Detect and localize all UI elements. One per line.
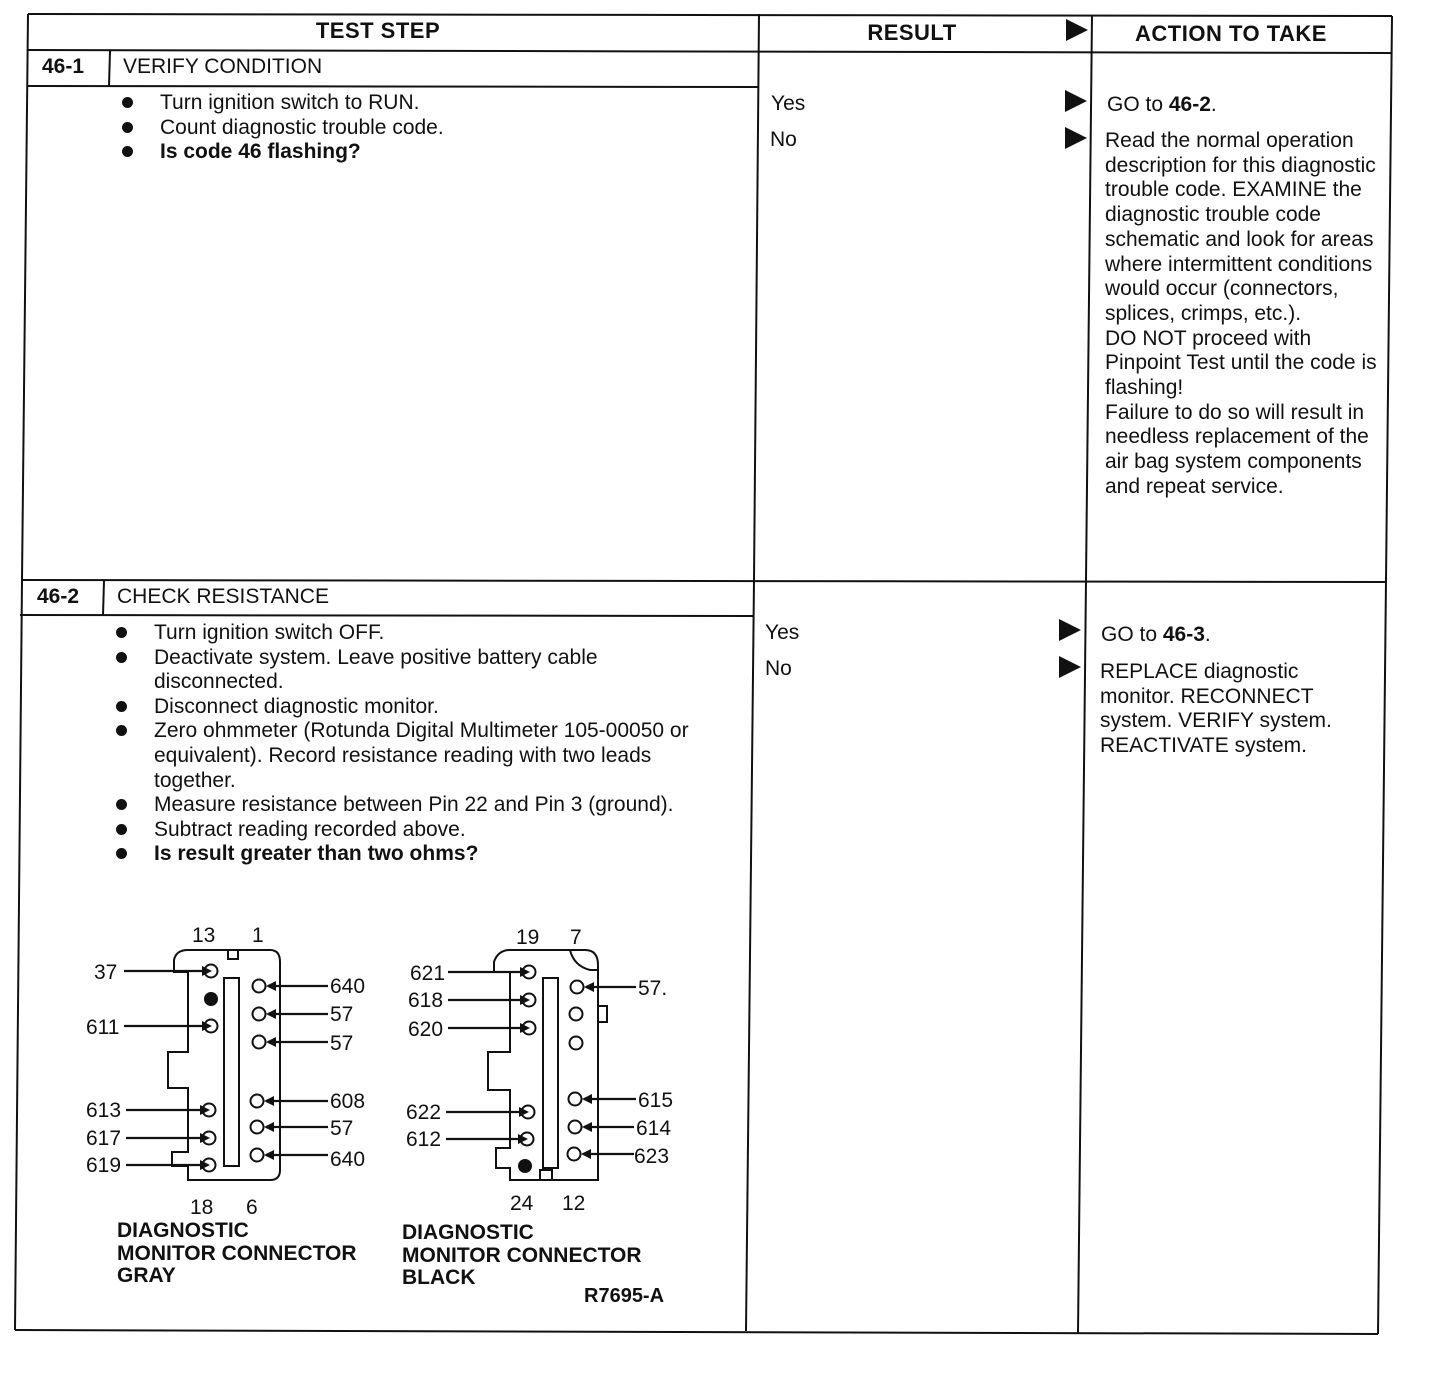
step1-no-arrow-icon [1065, 127, 1087, 149]
black-right-pin-label: 615 [638, 1089, 674, 1112]
black-left-pin-label: 620 [408, 1018, 444, 1041]
step2-bullet: Zero ohmmeter (Rotunda Digital Multimeter 105-00050 or equivalent). Record resistance reading with two leads together. [116, 719, 706, 793]
step2-yes-target: 46-3 [1162, 623, 1205, 646]
step2-yes-suffix: . [1204, 623, 1211, 646]
gray-corner-bottom-left: 18 [190, 1196, 214, 1219]
gray-pin [253, 980, 266, 993]
step1-no-action [1105, 129, 1387, 500]
gray-corner-top-left: 13 [192, 924, 216, 947]
gray-corner-top-right: 1 [252, 924, 264, 947]
black-left-pin-label: 622 [406, 1101, 442, 1124]
black-corner-bottom-right: 12 [562, 1192, 586, 1215]
step2-yes-prefix: GO to [1101, 623, 1163, 646]
gray-left-pin-label: 37 [94, 961, 118, 984]
step2-question: Is result greater than two ohms? [116, 842, 706, 867]
step1-bullet: Count diagnostic trouble code. [122, 116, 732, 141]
black-caption-line: BLACK [402, 1266, 476, 1289]
gray-left-pin-label: 617 [86, 1127, 122, 1150]
gray-caption-line: DIAGNOSTIC [117, 1219, 249, 1242]
black-caption-line: DIAGNOSTIC [402, 1221, 534, 1244]
step1-bullets [122, 91, 732, 165]
step2-bullet: Disconnect diagnostic monitor. [116, 695, 706, 720]
black-left-pin-label: 621 [410, 962, 446, 985]
step1-title: VERIFY CONDITION [123, 55, 323, 78]
step1-yes-label: Yes [771, 92, 806, 115]
black-center-slot [543, 978, 558, 1168]
black-corner-top-left: 19 [516, 926, 540, 949]
header-result: RESULT [867, 20, 957, 45]
step2-title: CHECK RESISTANCE [117, 585, 329, 608]
gray-caption-line: GRAY [117, 1264, 176, 1287]
step1-yes-action [1107, 93, 1392, 118]
black-pin [568, 1148, 581, 1161]
step1-number: 46-1 [42, 55, 85, 78]
gray-corner-bottom-right: 6 [246, 1196, 258, 1219]
step2-number: 46-2 [37, 585, 80, 608]
gray-caption-line: MONITOR CONNECTOR [117, 1242, 357, 1265]
step2-yes-label: Yes [765, 621, 800, 644]
gray-center-slot [224, 978, 239, 1166]
gray-right-pin-label: 57 [330, 1032, 354, 1055]
step1-yes-suffix: . [1210, 93, 1217, 116]
black-caption-line: MONITOR CONNECTOR [402, 1244, 642, 1267]
step2-bullets [116, 621, 706, 867]
gray-left-pin-label: 611 [86, 1016, 120, 1039]
black-right-pin-label: 623 [634, 1145, 670, 1168]
header-arrow-icon [1066, 19, 1088, 41]
figure-id: R7695-A [584, 1285, 665, 1307]
step2-no-action: REPLACE diagnostic monitor. RECONNECT system. VERIFY system. REACTIVATE system. [1100, 660, 1332, 758]
connector-diagram [0, 910, 700, 1330]
step2-no-label: No [765, 657, 792, 680]
header-test-step: TEST STEP [315, 18, 441, 43]
black-ground-pin [518, 1159, 532, 1173]
step1-no-action-consequence: Failure to do so will result in needless replacement of the air bag system components and repeat service. [1105, 400, 1369, 498]
gray-pin [253, 1008, 266, 1021]
gray-top-tab [228, 950, 238, 959]
gray-pin [251, 1095, 264, 1108]
gray-ground-pin [204, 992, 218, 1006]
step2-bullet: Measure resistance between Pin 22 and Pin 3 (ground). [116, 793, 706, 818]
gray-right-pin-label: 57 [330, 1003, 354, 1026]
header-action: ACTION TO TAKE [1135, 21, 1327, 46]
black-bottom-tab [540, 1170, 552, 1180]
step1-yes-arrow-icon [1065, 90, 1087, 112]
step2-bullet: Turn ignition switch OFF. [116, 621, 706, 646]
step1-no-label: No [770, 128, 797, 151]
black-left-pin-label: 612 [406, 1128, 442, 1151]
black-right-pin-label: 57. [638, 977, 668, 1000]
step1-no-action-text: Read the normal operation description for this diagnostic trouble code. EXAMINE the diagnostic trouble code schematic and look for areas where intermittent conditions would occur (connectors, splices, crimps, etc.). [1105, 129, 1376, 325]
gray-right-pin-label: 608 [330, 1090, 366, 1113]
black-pin [569, 1093, 582, 1106]
step1-yes-prefix: GO to [1107, 93, 1169, 116]
gray-pin [251, 1121, 264, 1134]
gray-right-pin-label: 640 [330, 975, 366, 998]
black-side-tab [598, 1006, 607, 1022]
step2-no-arrow-icon [1059, 656, 1081, 678]
black-pin [570, 1037, 583, 1050]
step1-bullet: Turn ignition switch to RUN. [122, 91, 732, 116]
black-left-pin-label: 618 [408, 989, 444, 1012]
black-pin [569, 1121, 582, 1134]
black-right-pin-label: 614 [636, 1117, 672, 1140]
gray-pin [253, 1036, 266, 1049]
step2-yes-arrow-icon [1059, 619, 1081, 641]
step2-bullet: Deactivate system. Leave positive battery cable disconnected. [116, 646, 706, 695]
gray-right-pin-label: 57 [330, 1117, 354, 1140]
step2-bullet: Subtract reading recorded above. [116, 818, 706, 843]
step1-question: Is code 46 flashing? [122, 140, 732, 165]
step2-yes-action [1101, 623, 1386, 648]
step1-yes-target: 46-2 [1168, 93, 1211, 116]
gray-left-pin-label: 619 [86, 1154, 122, 1177]
black-pin [570, 1008, 583, 1021]
step1-no-action-warning: DO NOT proceed with Pinpoint Test until the code is flashing! [1105, 326, 1377, 400]
gray-pin [251, 1149, 264, 1162]
gray-left-pin-label: 613 [86, 1099, 122, 1122]
gray-right-pin-label: 640 [330, 1148, 366, 1171]
black-corner-top-right: 7 [570, 926, 582, 949]
black-corner-bottom-left: 24 [510, 1192, 534, 1215]
black-pin [571, 981, 584, 994]
